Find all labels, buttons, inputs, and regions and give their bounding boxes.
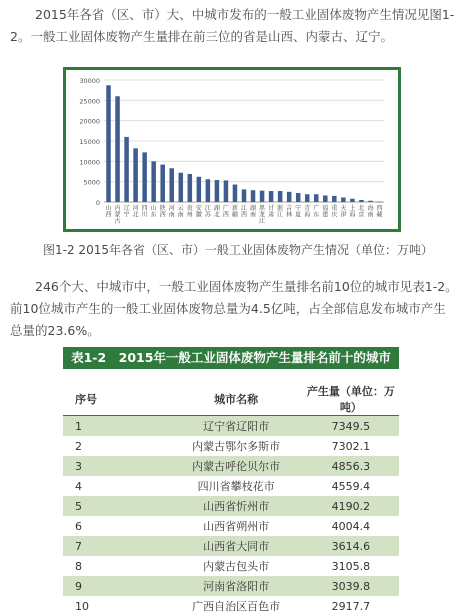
- bar: [197, 177, 202, 202]
- x-tick-label: 新疆: [231, 205, 238, 219]
- table-row: [63, 596, 399, 616]
- bar: [296, 193, 301, 202]
- table-row: [63, 556, 399, 576]
- rank-cell: 10: [63, 596, 170, 616]
- bar: [368, 201, 373, 202]
- summary-paragraph: 246个大、中城市中，一般工业固体废物产生量排名前10位的城市见表1-2。前10位城市产生的一般工业固体废物总量为4.5亿吨，占全部信息发布城市产生总量的23.6%。: [10, 279, 458, 338]
- table-row: [63, 456, 399, 476]
- x-tick-label: 北京: [358, 205, 365, 219]
- y-tick-label: 15000: [79, 138, 100, 146]
- bar: [251, 190, 256, 202]
- rank-cell: 5: [63, 496, 170, 516]
- amount-cell: 7349.5: [303, 416, 399, 437]
- bar: [278, 191, 283, 202]
- rank-cell: 4: [63, 476, 170, 496]
- x-tick-label: 江苏: [204, 205, 211, 219]
- x-tick-label: 陕西: [159, 205, 166, 219]
- x-tick-label: 湖北: [213, 205, 220, 219]
- bar: [124, 137, 129, 202]
- bar-chart-frame: [63, 67, 401, 232]
- bar: [115, 96, 120, 202]
- x-tick-label: 西藏: [376, 205, 383, 219]
- rank-cell: 3: [63, 456, 170, 476]
- x-tick-label: 山西: [105, 205, 112, 219]
- x-tick-label: 上海: [349, 205, 356, 219]
- x-tick-label: 黑龙江: [259, 205, 266, 225]
- x-tick-label: 吉林: [286, 205, 293, 219]
- table-row: [63, 416, 399, 437]
- bar: [314, 194, 319, 202]
- x-tick-label: 广东: [313, 205, 320, 219]
- bar: [305, 194, 310, 202]
- y-tick-label: 10000: [79, 158, 100, 167]
- y-tick-label: 25000: [79, 97, 100, 106]
- ranking-table: [63, 383, 399, 616]
- city-cell: 四川省攀枝花市: [170, 476, 303, 496]
- table-row: [63, 516, 399, 536]
- bar: [332, 196, 337, 202]
- x-tick-label: 湖南: [250, 205, 257, 219]
- x-tick-label: 青海: [304, 205, 311, 219]
- y-tick-label: 20000: [79, 117, 100, 126]
- table-row: [63, 576, 399, 596]
- x-tick-label: 天津: [340, 205, 347, 219]
- x-tick-label: 广西: [222, 205, 229, 219]
- header-rank: 序号: [63, 383, 170, 416]
- rank-cell: 1: [63, 416, 170, 437]
- amount-cell: 3614.6: [303, 536, 399, 556]
- bar: [233, 185, 238, 202]
- bar: [215, 180, 220, 202]
- x-tick-label: 内蒙古: [114, 205, 121, 225]
- x-tick-label: 福建: [322, 205, 329, 219]
- y-tick-label: 30000: [79, 77, 100, 85]
- y-tick-label: 5000: [83, 178, 100, 187]
- amount-cell: 4559.4: [303, 476, 399, 496]
- bar-chart: [66, 70, 398, 229]
- x-tick-label: 贵州: [186, 205, 193, 219]
- bar: [169, 168, 174, 202]
- bar: [350, 199, 355, 202]
- x-tick-label: 甘肃: [268, 205, 275, 219]
- header-amount: 产生量（单位：万吨）: [303, 383, 399, 416]
- bar: [188, 174, 193, 202]
- x-tick-label: 辽宁: [123, 205, 130, 219]
- bar: [269, 191, 274, 202]
- bar: [106, 85, 111, 202]
- x-tick-label: 安徽: [195, 205, 202, 219]
- x-tick-label: 宁夏: [295, 205, 302, 219]
- header-city: 城市名称: [170, 383, 303, 416]
- bar: [287, 192, 292, 202]
- bar: [179, 173, 184, 202]
- city-cell: 河南省洛阳市: [170, 576, 303, 596]
- x-tick-label: 浙江: [277, 205, 284, 219]
- rank-cell: 8: [63, 556, 170, 576]
- bar: [142, 152, 147, 202]
- figure-caption: 图1-2 2015年各省（区、市）一般工业固体废物产生情况（单位：万吨）: [43, 243, 433, 257]
- bar: [224, 180, 229, 202]
- bar: [133, 148, 138, 202]
- bar: [323, 195, 328, 202]
- amount-cell: 7302.1: [303, 436, 399, 456]
- x-tick-label: 重庆: [331, 205, 338, 219]
- rank-cell: 9: [63, 576, 170, 596]
- bar: [206, 179, 211, 202]
- x-tick-label: 山东: [150, 205, 157, 219]
- table-title: 表1-2 2015年一般工业固体废物产生量排名前十的城市: [63, 347, 399, 369]
- x-tick-label: 河北: [132, 205, 139, 219]
- amount-cell: 2917.7: [303, 596, 399, 616]
- table-header-row: [63, 383, 399, 416]
- bar: [260, 191, 265, 202]
- city-cell: 山西省忻州市: [170, 496, 303, 516]
- amount-cell: 3039.8: [303, 576, 399, 596]
- x-tick-label: 四川: [141, 205, 148, 219]
- bar: [151, 161, 156, 202]
- amount-cell: 4190.2: [303, 496, 399, 516]
- rank-cell: 2: [63, 436, 170, 456]
- city-cell: 山西省大同市: [170, 536, 303, 556]
- city-cell: 山西省朔州市: [170, 516, 303, 536]
- table-row: [63, 536, 399, 556]
- city-cell: 广西自治区百色市: [170, 596, 303, 616]
- city-cell: 内蒙古包头市: [170, 556, 303, 576]
- bar: [341, 198, 346, 202]
- table-row: [63, 496, 399, 516]
- intro-paragraph: 2015年各省（区、市）大、中城市发布的一般工业固体废物产生情况见图1-2。一般工业固体废物产生量排在前三位的省是山西、内蒙古、辽宁。: [10, 7, 455, 44]
- x-tick-label: 江西: [240, 205, 248, 219]
- bar: [160, 165, 165, 202]
- x-tick-label: 河南: [168, 205, 175, 219]
- amount-cell: 4004.4: [303, 516, 399, 536]
- city-cell: 辽宁省辽阳市: [170, 416, 303, 437]
- table-row: [63, 436, 399, 456]
- amount-cell: 4856.3: [303, 456, 399, 476]
- bar: [359, 200, 364, 202]
- city-cell: 内蒙古鄂尔多斯市: [170, 436, 303, 456]
- y-tick-label: 0: [95, 199, 100, 207]
- bar: [377, 202, 382, 203]
- city-cell: 内蒙古呼伦贝尔市: [170, 456, 303, 476]
- table-row: [63, 476, 399, 496]
- bar: [242, 189, 247, 202]
- x-tick-label: 海南: [367, 205, 374, 219]
- rank-cell: 7: [63, 536, 170, 556]
- amount-cell: 3105.8: [303, 556, 399, 576]
- rank-cell: 6: [63, 516, 170, 536]
- x-tick-label: 云南: [177, 205, 184, 219]
